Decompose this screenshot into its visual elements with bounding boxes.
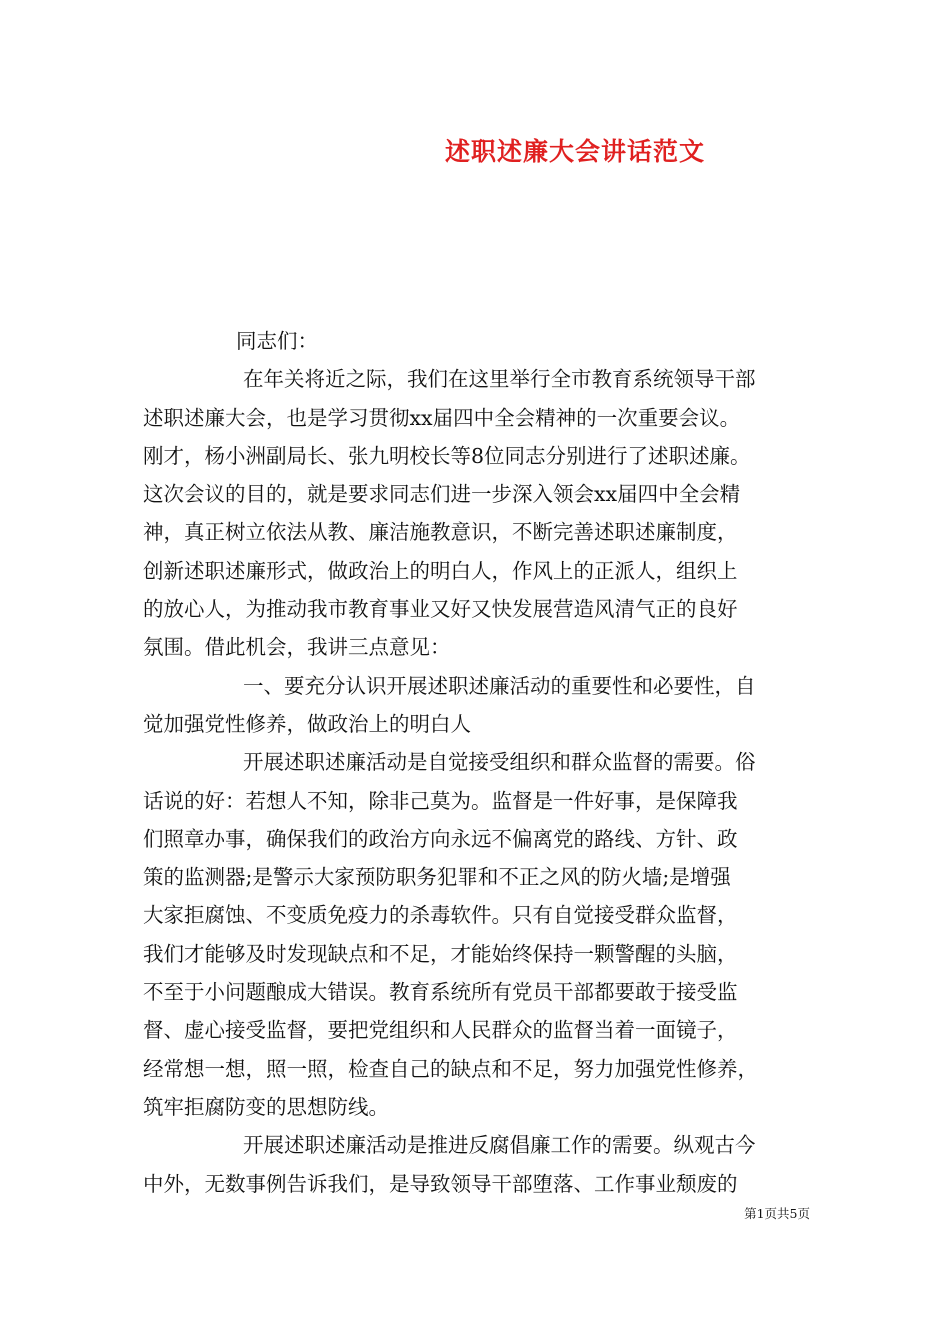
paragraph-line: 经常想一想，照一照，检查自己的缺点和不足，努力加强党性修养， (143, 1056, 758, 1081)
salutation: 同志们： (236, 329, 318, 353)
paragraph-line: 话说的好：若想人不知，除非己莫为。监督是一件好事，是保障我 (143, 788, 738, 813)
paragraph-line: 开展述职述廉活动是自觉接受组织和群众监督的需要。俗 (243, 750, 756, 775)
document-body (143, 322, 818, 1203)
paragraph-line: 大家拒腐蚀、不变质免疫力的杀毒软件。只有自觉接受群众监督， (143, 903, 738, 928)
section-heading-line: 一、要充分认识开展述职述廉活动的重要性和必要性，自 (243, 673, 756, 698)
paragraph-line: 筑牢拒腐防变的思想防线。 (143, 1094, 389, 1119)
section-heading-line: 觉加强党性修养，做政治上的明白人 (143, 711, 471, 736)
paragraph-line: 开展述职述廉活动是推进反腐倡廉工作的需要。纵观古今 (243, 1133, 756, 1158)
paragraph-line: 督、虚心接受监督，要把党组织和人民群众的监督当着一面镜子， (143, 1018, 738, 1043)
paragraph-line: 创新述职述廉形式，做政治上的明白人，作风上的正派人，组织上 (143, 558, 738, 583)
paragraph-line: 刚才，杨小洲副局长、张九明校长等8位同志分别进行了述职述廉。 (143, 443, 751, 468)
paragraph-line: 们照章办事，确保我们的政治方向永远不偏离党的路线、方针、政 (143, 826, 738, 851)
paragraph-line: 述职述廉大会，也是学习贯彻xx届四中全会精神的一次重要会议。 (143, 405, 741, 430)
document-title: 述职述廉大会讲话范文 (444, 137, 705, 166)
paragraph-line: 策的监测器;是警示大家预防职务犯罪和不正之风的防火墙;是增强 (143, 865, 731, 890)
paragraph-line: 的放心人，为推动我市教育事业又好又快发展营造风清气正的良好 (143, 597, 738, 622)
paragraph-line: 在年关将近之际，我们在这里举行全市教育系统领导干部 (243, 367, 756, 392)
paragraph-line: 中外，无数事例告诉我们，是导致领导干部堕落、工作事业颓废的 (143, 1171, 738, 1196)
page-number: 第1页共5页 (744, 1206, 810, 1221)
paragraph-line: 氛围。借此机会，我讲三点意见： (143, 635, 451, 660)
paragraph-line: 不至于小问题酿成大错误。教育系统所有党员干部都要敢于接受监 (143, 980, 738, 1005)
paragraph-line: 我们才能够及时发现缺点和不足，才能始终保持一颗警醒的头脑， (143, 941, 738, 966)
paragraph-line: 这次会议的目的，就是要求同志们进一步深入领会xx届四中全会精 (143, 482, 741, 507)
paragraph-line: 神，真正树立依法从教、廉洁施教意识，不断完善述职述廉制度， (143, 520, 738, 545)
